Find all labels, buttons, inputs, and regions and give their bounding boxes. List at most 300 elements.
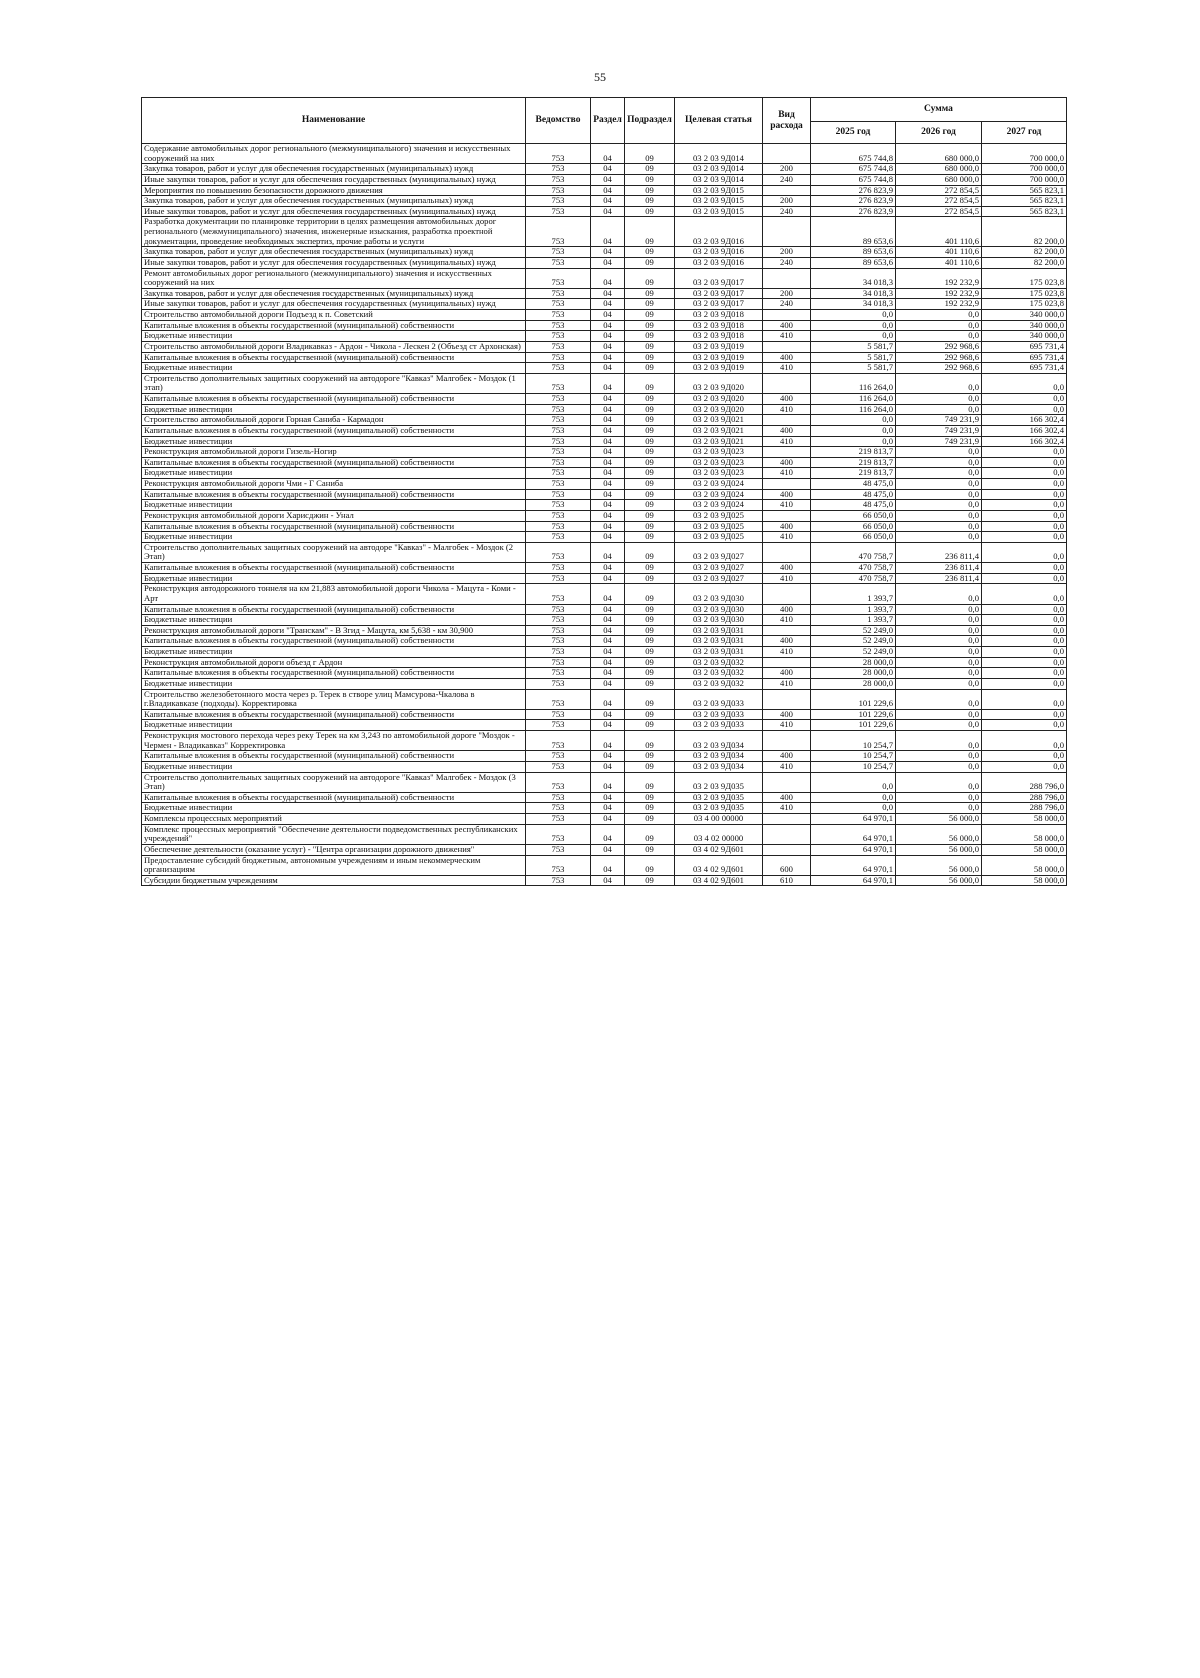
row-section: 04 <box>591 268 625 288</box>
row-exp-type <box>763 731 811 751</box>
row-section: 04 <box>591 144 625 164</box>
row-2026: 0,0 <box>896 647 982 658</box>
row-2026: 0,0 <box>896 751 982 762</box>
row-section: 04 <box>591 468 625 479</box>
row-2026: 0,0 <box>896 689 982 709</box>
row-dept: 753 <box>526 573 591 584</box>
row-2027: 700 000,0 <box>982 144 1067 164</box>
row-section: 04 <box>591 855 625 875</box>
header-section: Раздел <box>591 98 625 144</box>
row-name: Мероприятия по повышению безопасности дорожного движения <box>142 185 526 196</box>
row-target: 03 2 03 9Д014 <box>675 164 763 175</box>
row-target: 03 2 03 9Д034 <box>675 731 763 751</box>
row-dept: 753 <box>526 373 591 393</box>
row-section: 04 <box>591 584 625 604</box>
row-2027: 0,0 <box>982 542 1067 562</box>
table-row <box>142 647 1067 658</box>
row-section: 04 <box>591 824 625 844</box>
row-subsection: 09 <box>625 563 675 574</box>
row-dept: 753 <box>526 731 591 751</box>
row-2026: 0,0 <box>896 657 982 668</box>
row-dept: 753 <box>526 341 591 352</box>
table-row <box>142 500 1067 511</box>
row-2026: 272 854,5 <box>896 206 982 217</box>
row-name: Капитальные вложения в объекты государственной (муниципальной) собственности <box>142 668 526 679</box>
table-row <box>142 563 1067 574</box>
row-2025: 101 229,6 <box>811 720 896 731</box>
table-row <box>142 720 1067 731</box>
table-row <box>142 731 1067 751</box>
table-row <box>142 844 1067 855</box>
table-row <box>142 489 1067 500</box>
row-target: 03 2 03 9Д016 <box>675 257 763 268</box>
row-2027: 0,0 <box>982 457 1067 468</box>
row-name: Бюджетные инвестиции <box>142 720 526 731</box>
row-2026: 56 000,0 <box>896 814 982 825</box>
row-2025: 48 475,0 <box>811 479 896 490</box>
table-row <box>142 751 1067 762</box>
row-exp-type: 410 <box>763 761 811 772</box>
row-exp-type <box>763 447 811 458</box>
row-subsection: 09 <box>625 615 675 626</box>
table-row <box>142 341 1067 352</box>
row-2026: 236 811,4 <box>896 573 982 584</box>
row-name: Капитальные вложения в объекты государственной (муниципальной) собственности <box>142 320 526 331</box>
row-subsection: 09 <box>625 206 675 217</box>
row-2026: 0,0 <box>896 792 982 803</box>
row-name: Бюджетные инвестиции <box>142 363 526 374</box>
row-2027: 0,0 <box>982 573 1067 584</box>
row-2025: 219 813,7 <box>811 447 896 458</box>
table-row <box>142 268 1067 288</box>
row-2027: 0,0 <box>982 479 1067 490</box>
row-2027: 166 302,4 <box>982 436 1067 447</box>
row-2026: 0,0 <box>896 331 982 342</box>
row-exp-type <box>763 341 811 352</box>
row-exp-type: 410 <box>763 468 811 479</box>
header-dept: Ведомство <box>526 98 591 144</box>
row-name: Капитальные вложения в объекты государственной (муниципальной) собственности <box>142 425 526 436</box>
row-2027: 0,0 <box>982 625 1067 636</box>
row-subsection: 09 <box>625 489 675 500</box>
row-name: Иные закупки товаров, работ и услуг для обеспечения государственных (муниципальных) нужд <box>142 206 526 217</box>
row-2026: 0,0 <box>896 625 982 636</box>
row-2027: 288 796,0 <box>982 772 1067 792</box>
row-subsection: 09 <box>625 573 675 584</box>
row-2027: 0,0 <box>982 394 1067 405</box>
row-exp-type: 400 <box>763 394 811 405</box>
table-row <box>142 436 1067 447</box>
row-2026: 272 854,5 <box>896 196 982 207</box>
row-target: 03 2 03 9Д035 <box>675 772 763 792</box>
row-2026: 680 000,0 <box>896 164 982 175</box>
row-2027: 0,0 <box>982 373 1067 393</box>
row-name: Реконструкция автомобильной дороги Гизель-Ногир <box>142 447 526 458</box>
row-section: 04 <box>591 720 625 731</box>
row-2026: 680 000,0 <box>896 174 982 185</box>
row-2026: 292 968,6 <box>896 352 982 363</box>
row-section: 04 <box>591 510 625 521</box>
row-target: 03 2 03 9Д016 <box>675 247 763 258</box>
row-subsection: 09 <box>625 636 675 647</box>
table-row <box>142 217 1067 247</box>
header-2025: 2025 год <box>811 122 896 144</box>
row-target: 03 2 03 9Д024 <box>675 479 763 490</box>
row-dept: 753 <box>526 500 591 511</box>
row-subsection: 09 <box>625 500 675 511</box>
row-exp-type <box>763 542 811 562</box>
row-subsection: 09 <box>625 720 675 731</box>
row-2027: 58 000,0 <box>982 814 1067 825</box>
row-name: Бюджетные инвестиции <box>142 331 526 342</box>
row-2027: 0,0 <box>982 647 1067 658</box>
row-exp-type: 410 <box>763 615 811 626</box>
row-exp-type <box>763 625 811 636</box>
row-dept: 753 <box>526 532 591 543</box>
row-subsection: 09 <box>625 844 675 855</box>
row-dept: 753 <box>526 761 591 772</box>
row-target: 03 4 02 9Д601 <box>675 844 763 855</box>
row-2025: 276 823,9 <box>811 185 896 196</box>
row-2027: 700 000,0 <box>982 164 1067 175</box>
row-2027: 695 731,4 <box>982 363 1067 374</box>
row-exp-type: 200 <box>763 196 811 207</box>
table-row <box>142 164 1067 175</box>
row-target: 03 2 03 9Д019 <box>675 363 763 374</box>
row-name: Бюджетные инвестиции <box>142 404 526 415</box>
row-subsection: 09 <box>625 532 675 543</box>
row-subsection: 09 <box>625 185 675 196</box>
row-2025: 28 000,0 <box>811 657 896 668</box>
table-row <box>142 625 1067 636</box>
row-dept: 753 <box>526 164 591 175</box>
row-dept: 753 <box>526 247 591 258</box>
row-2025: 52 249,0 <box>811 625 896 636</box>
row-exp-type <box>763 310 811 321</box>
row-dept: 753 <box>526 625 591 636</box>
row-name: Бюджетные инвестиции <box>142 532 526 543</box>
row-dept: 753 <box>526 510 591 521</box>
row-subsection: 09 <box>625 751 675 762</box>
row-2025: 675 744,8 <box>811 164 896 175</box>
header-subsection: Подраздел <box>625 98 675 144</box>
table-row <box>142 457 1067 468</box>
row-2027: 82 200,0 <box>982 257 1067 268</box>
row-exp-type <box>763 510 811 521</box>
table-row <box>142 521 1067 532</box>
row-dept: 753 <box>526 447 591 458</box>
row-section: 04 <box>591 447 625 458</box>
row-2025: 0,0 <box>811 803 896 814</box>
row-section: 04 <box>591 803 625 814</box>
table-row <box>142 196 1067 207</box>
row-2026: 0,0 <box>896 678 982 689</box>
row-2027: 700 000,0 <box>982 174 1067 185</box>
table-row <box>142 257 1067 268</box>
row-section: 04 <box>591 206 625 217</box>
row-section: 04 <box>591 257 625 268</box>
row-dept: 753 <box>526 363 591 374</box>
row-2025: 0,0 <box>811 310 896 321</box>
row-target: 03 2 03 9Д018 <box>675 331 763 342</box>
row-2026: 0,0 <box>896 636 982 647</box>
row-subsection: 09 <box>625 425 675 436</box>
row-exp-type <box>763 814 811 825</box>
row-2025: 64 970,1 <box>811 824 896 844</box>
row-2027: 0,0 <box>982 751 1067 762</box>
table-row <box>142 573 1067 584</box>
row-target: 03 2 03 9Д023 <box>675 468 763 479</box>
row-2027: 0,0 <box>982 563 1067 574</box>
row-subsection: 09 <box>625 678 675 689</box>
row-2027: 82 200,0 <box>982 217 1067 247</box>
row-2026: 0,0 <box>896 500 982 511</box>
row-exp-type: 410 <box>763 573 811 584</box>
row-dept: 753 <box>526 489 591 500</box>
row-dept: 753 <box>526 792 591 803</box>
row-subsection: 09 <box>625 341 675 352</box>
row-dept: 753 <box>526 206 591 217</box>
row-name: Бюджетные инвестиции <box>142 803 526 814</box>
row-2025: 219 813,7 <box>811 457 896 468</box>
table-row <box>142 657 1067 668</box>
row-2027: 175 023,8 <box>982 299 1067 310</box>
row-2026: 401 110,6 <box>896 257 982 268</box>
header-sum: Сумма <box>811 98 1067 122</box>
row-2026: 0,0 <box>896 310 982 321</box>
row-2026: 0,0 <box>896 394 982 405</box>
row-2027: 0,0 <box>982 404 1067 415</box>
row-2026: 0,0 <box>896 803 982 814</box>
row-2025: 10 254,7 <box>811 751 896 762</box>
row-2025: 116 264,0 <box>811 404 896 415</box>
header-2026: 2026 год <box>896 122 982 144</box>
row-exp-type: 400 <box>763 489 811 500</box>
row-exp-type <box>763 217 811 247</box>
row-exp-type: 200 <box>763 247 811 258</box>
row-2025: 34 018,3 <box>811 288 896 299</box>
row-section: 04 <box>591 436 625 447</box>
row-exp-type: 400 <box>763 709 811 720</box>
row-exp-type: 200 <box>763 164 811 175</box>
row-2025: 28 000,0 <box>811 678 896 689</box>
row-2025: 101 229,6 <box>811 689 896 709</box>
row-exp-type: 400 <box>763 425 811 436</box>
row-2026: 401 110,6 <box>896 217 982 247</box>
row-exp-type <box>763 479 811 490</box>
row-dept: 753 <box>526 855 591 875</box>
row-dept: 753 <box>526 844 591 855</box>
row-target: 03 2 03 9Д018 <box>675 310 763 321</box>
row-name: Капитальные вложения в объекты государственной (муниципальной) собственности <box>142 792 526 803</box>
row-exp-type <box>763 268 811 288</box>
row-dept: 753 <box>526 584 591 604</box>
row-section: 04 <box>591 731 625 751</box>
row-2025: 28 000,0 <box>811 668 896 679</box>
row-2027: 0,0 <box>982 761 1067 772</box>
row-2026: 0,0 <box>896 772 982 792</box>
row-name: Реконструкция автомобильной дороги объезд г Ардон <box>142 657 526 668</box>
row-subsection: 09 <box>625 196 675 207</box>
row-subsection: 09 <box>625 668 675 679</box>
row-section: 04 <box>591 625 625 636</box>
row-2027: 0,0 <box>982 668 1067 679</box>
row-dept: 753 <box>526 678 591 689</box>
row-subsection: 09 <box>625 352 675 363</box>
budget-table <box>141 97 1067 886</box>
table-row <box>142 331 1067 342</box>
row-section: 04 <box>591 563 625 574</box>
row-2025: 48 475,0 <box>811 500 896 511</box>
row-exp-type: 410 <box>763 803 811 814</box>
row-name: Реконструкция автомобильной дороги Чми - Г Саниба <box>142 479 526 490</box>
table-row <box>142 288 1067 299</box>
row-exp-type: 410 <box>763 404 811 415</box>
row-2025: 48 475,0 <box>811 489 896 500</box>
row-2027: 565 823,1 <box>982 185 1067 196</box>
row-2027: 340 000,0 <box>982 331 1067 342</box>
row-section: 04 <box>591 299 625 310</box>
row-name: Реконструкция мостового перехода через реку Терек на км 3,243 по автомобильной дороге "Моздок - Чермен - Владикавказ" Корректировка <box>142 731 526 751</box>
row-target: 03 2 03 9Д019 <box>675 352 763 363</box>
row-target: 03 2 03 9Д032 <box>675 657 763 668</box>
row-subsection: 09 <box>625 394 675 405</box>
row-2026: 0,0 <box>896 709 982 720</box>
row-2027: 0,0 <box>982 489 1067 500</box>
row-dept: 753 <box>526 425 591 436</box>
row-2025: 66 050,0 <box>811 532 896 543</box>
row-section: 04 <box>591 363 625 374</box>
row-section: 04 <box>591 521 625 532</box>
row-name: Реконструкция автомобильной дороги "Транскам" - В Згид - Мацута, км 5,638 - км 30,900 <box>142 625 526 636</box>
row-section: 04 <box>591 185 625 196</box>
table-row <box>142 824 1067 844</box>
row-subsection: 09 <box>625 604 675 615</box>
row-section: 04 <box>591 751 625 762</box>
row-dept: 753 <box>526 185 591 196</box>
row-name: Бюджетные инвестиции <box>142 761 526 772</box>
row-2025: 276 823,9 <box>811 206 896 217</box>
row-dept: 753 <box>526 310 591 321</box>
row-2026: 272 854,5 <box>896 185 982 196</box>
row-section: 04 <box>591 636 625 647</box>
row-subsection: 09 <box>625 268 675 288</box>
row-2027: 0,0 <box>982 678 1067 689</box>
row-exp-type: 400 <box>763 792 811 803</box>
row-exp-type: 410 <box>763 363 811 374</box>
row-subsection: 09 <box>625 510 675 521</box>
row-name: Ремонт автомобильных дорог регионального (межмуниципального) значения и искусственных сооружений на них <box>142 268 526 288</box>
row-subsection: 09 <box>625 479 675 490</box>
row-target: 03 2 03 9Д015 <box>675 196 763 207</box>
row-target: 03 2 03 9Д027 <box>675 542 763 562</box>
row-subsection: 09 <box>625 761 675 772</box>
header-name: Наименование <box>142 98 526 144</box>
row-section: 04 <box>591 489 625 500</box>
row-2027: 0,0 <box>982 521 1067 532</box>
row-dept: 753 <box>526 144 591 164</box>
row-subsection: 09 <box>625 310 675 321</box>
table-row <box>142 144 1067 164</box>
table-body <box>142 144 1067 886</box>
row-exp-type <box>763 415 811 426</box>
row-target: 03 2 03 9Д027 <box>675 563 763 574</box>
row-target: 03 2 03 9Д025 <box>675 532 763 543</box>
row-section: 04 <box>591 320 625 331</box>
row-target: 03 2 03 9Д035 <box>675 803 763 814</box>
row-subsection: 09 <box>625 174 675 185</box>
row-target: 03 2 03 9Д017 <box>675 268 763 288</box>
row-2027: 58 000,0 <box>982 824 1067 844</box>
row-name: Бюджетные инвестиции <box>142 678 526 689</box>
table-row <box>142 542 1067 562</box>
row-2026: 0,0 <box>896 457 982 468</box>
row-subsection: 09 <box>625 657 675 668</box>
row-exp-type <box>763 689 811 709</box>
row-exp-type: 400 <box>763 320 811 331</box>
row-name: Закупка товаров, работ и услуг для обеспечения государственных (муниципальных) нужд <box>142 164 526 175</box>
row-subsection: 09 <box>625 320 675 331</box>
row-name: Закупка товаров, работ и услуг для обеспечения государственных (муниципальных) нужд <box>142 288 526 299</box>
row-dept: 753 <box>526 268 591 288</box>
row-subsection: 09 <box>625 625 675 636</box>
row-target: 03 2 03 9Д020 <box>675 394 763 405</box>
row-target: 03 2 03 9Д035 <box>675 792 763 803</box>
row-2025: 64 970,1 <box>811 875 896 886</box>
row-section: 04 <box>591 657 625 668</box>
row-target: 03 2 03 9Д030 <box>675 615 763 626</box>
row-2026: 749 231,9 <box>896 415 982 426</box>
row-exp-type: 240 <box>763 257 811 268</box>
row-target: 03 2 03 9Д033 <box>675 709 763 720</box>
row-exp-type: 410 <box>763 678 811 689</box>
row-exp-type: 240 <box>763 206 811 217</box>
row-section: 04 <box>591 164 625 175</box>
row-name: Иные закупки товаров, работ и услуг для обеспечения государственных (муниципальных) нужд <box>142 257 526 268</box>
row-2025: 116 264,0 <box>811 394 896 405</box>
table-row <box>142 247 1067 258</box>
row-2027: 340 000,0 <box>982 320 1067 331</box>
row-2026: 401 110,6 <box>896 247 982 258</box>
table-row <box>142 761 1067 772</box>
table-row <box>142 709 1067 720</box>
row-name: Субсидии бюджетным учреждениям <box>142 875 526 886</box>
row-subsection: 09 <box>625 709 675 720</box>
row-2026: 0,0 <box>896 761 982 772</box>
row-section: 04 <box>591 394 625 405</box>
row-target: 03 2 03 9Д031 <box>675 647 763 658</box>
row-exp-type <box>763 185 811 196</box>
row-exp-type: 410 <box>763 331 811 342</box>
row-dept: 753 <box>526 257 591 268</box>
header-exp-type: Вид расхода <box>763 98 811 144</box>
row-exp-type: 400 <box>763 457 811 468</box>
row-name: Содержание автомобильных дорог регионального (межмуниципального) значения и искусственных сооружений на них <box>142 144 526 164</box>
row-dept: 753 <box>526 196 591 207</box>
row-subsection: 09 <box>625 363 675 374</box>
table-row <box>142 363 1067 374</box>
row-section: 04 <box>591 647 625 658</box>
row-subsection: 09 <box>625 772 675 792</box>
row-2025: 66 050,0 <box>811 521 896 532</box>
row-2025: 0,0 <box>811 425 896 436</box>
row-name: Строительство автомобильной дороги Подъезд к п. Советский <box>142 310 526 321</box>
row-2026: 680 000,0 <box>896 144 982 164</box>
row-2026: 0,0 <box>896 447 982 458</box>
row-target: 03 2 03 9Д020 <box>675 373 763 393</box>
row-section: 04 <box>591 352 625 363</box>
row-target: 03 2 03 9Д024 <box>675 489 763 500</box>
